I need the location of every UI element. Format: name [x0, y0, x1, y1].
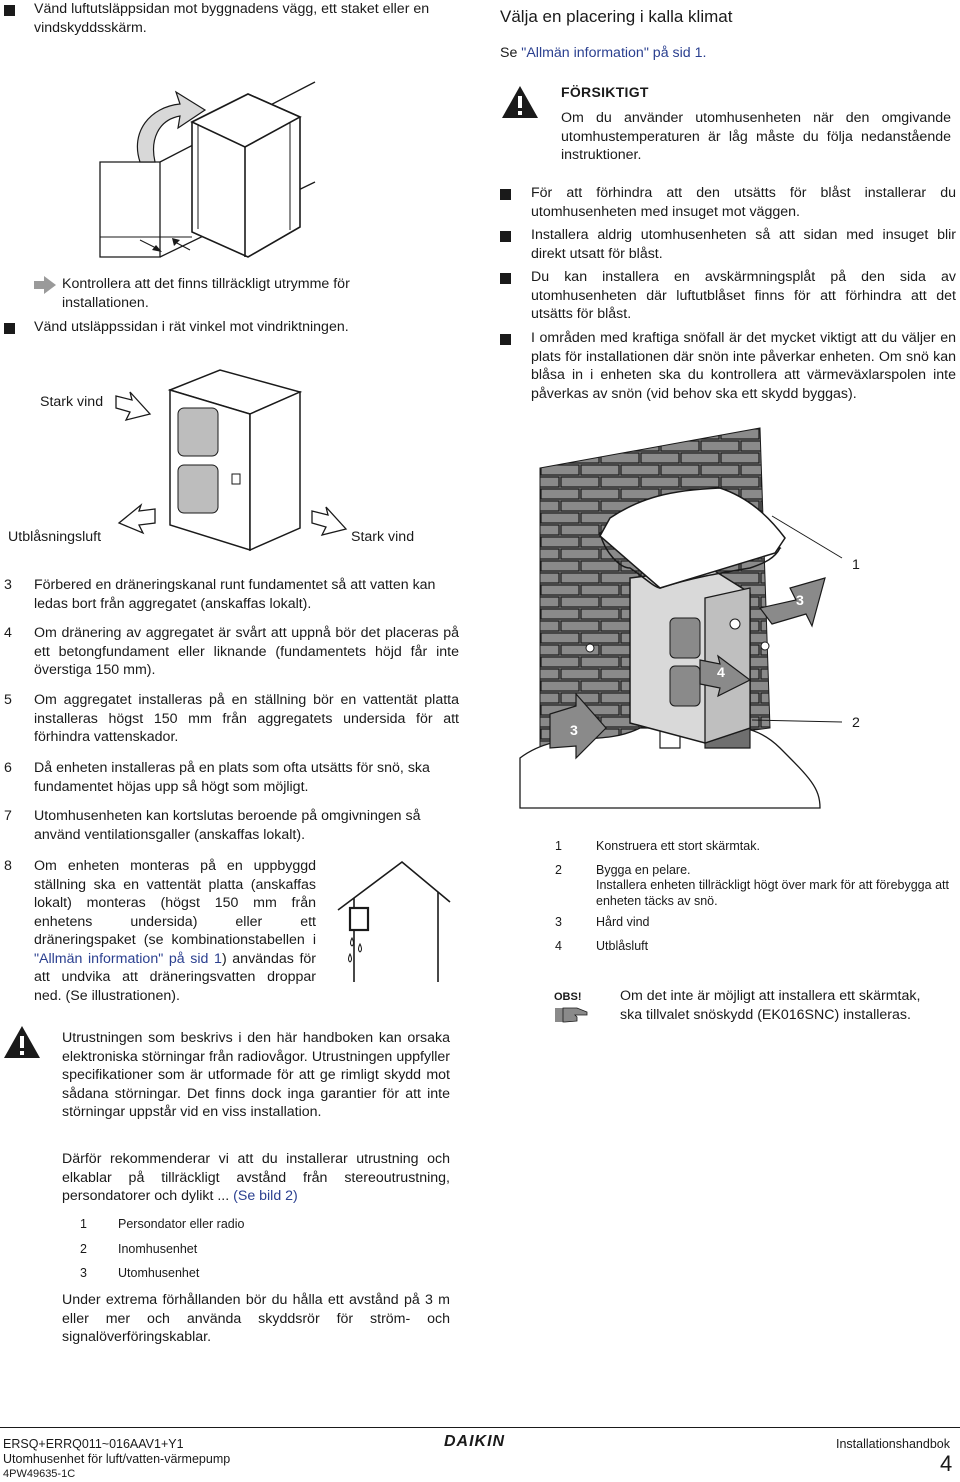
daikin-logo: DAIKIN: [444, 1433, 506, 1450]
bullet-icon: [500, 189, 511, 200]
list-item: Om dränering av aggregatet är svårt att uppnå bör det placeras på ett betongfundament eller liknande (fundamentets höjd får inte överstiga 150 mm).: [34, 625, 459, 678]
legend-number: 4: [555, 939, 562, 953]
legend-number: 3: [555, 915, 562, 929]
list-item: Om aggregatet installeras på en ställning bör en vattentät platta installeras högst 150 mm från aggregatets undersida för att förhindra vattenskador.: [34, 692, 459, 745]
page-number: 4: [940, 1451, 953, 1476]
legend-text: Utblåsluft: [596, 939, 649, 953]
strong-wind-label: Stark vind: [40, 394, 104, 410]
emi-paragraph-text: Därför rekommenderar vi att du installerar utrustning och elkablar på tillräckligt avstånd från stereoutrustning, persondatorer och dylikt ...: [62, 1151, 450, 1204]
bullet-icon: [500, 334, 511, 345]
warning-icon: [500, 84, 540, 120]
wind-arrow-icon: [310, 505, 352, 543]
footer-model: ERSQ+ERRQ011~016AAV1+Y1: [3, 1437, 184, 1451]
bullet-text: I områden med kraftiga snöfall är det mycket viktigt att du väljer en plats för installationen där snön inte påverkar enheten. Om snö kan blåsa in i enheten ska du kontrollera att värmeväxlarspolen inte påverkas av snön (vid behov ska ett skydd byggas).: [531, 330, 956, 402]
list-number: 3: [4, 577, 12, 593]
footer-doc-code: 4PW49635-1C: [3, 1468, 76, 1480]
arrow-item-text: Kontrollera att det finns tillräckligt utrymme för installationen.: [62, 276, 350, 311]
list-item: Förbered en dräneringskanal runt fundamentet så att vatten kan ledas bort från aggregatet (anskaffas lokalt).: [34, 577, 436, 612]
see-prefix: Se: [500, 45, 522, 61]
bullet-icon: [4, 5, 15, 16]
item8-text-end: ) användas för att undvika att dräneringsvatten droppar ned. (Se illustrationen).: [34, 950, 316, 1004]
section-title: Välja en placering i kalla klimat: [500, 7, 733, 26]
see-link[interactable]: "Allmän information" på sid 1.: [521, 45, 707, 61]
legend-text: Konstruera ett stort skärmtak.: [596, 839, 760, 853]
footer-manual: Installationshandbok: [836, 1437, 950, 1451]
see-reference: [500, 44, 940, 63]
list-number: 5: [4, 692, 12, 708]
house-drip-illustration: [330, 862, 460, 992]
bullet-text: Du kan installera en avskärmningsplåt på den sida av utomhusenheten där luftutblåset finns för att förhindra att det utsätts för blåst.: [531, 269, 956, 322]
callout-2: 2: [852, 715, 860, 731]
emi-paragraph: Under extrema förhållanden bör du hålla ett avstånd på 3 m eller mer och använda skyddsrör för ström- och signalöverföringskablar.: [62, 1292, 450, 1345]
emi-list-number: 1: [80, 1217, 87, 1231]
emi-figure-link[interactable]: (Se bild 2): [233, 1188, 298, 1204]
bullet-icon: [4, 323, 15, 334]
list-item: Utomhusenheten kan kortslutas beroende på omgivningen så använd ventilationsgaller (anskaffas lokalt).: [34, 808, 421, 843]
footer-divider: [0, 1427, 960, 1428]
bullet-text: Installera aldrig utomhusenheten så att sidan med insuget blir direkt utsatt för blåst.: [531, 227, 956, 262]
item8-text: Om enheten monteras på en uppbyggd ställning ska en vattentät platta (anskaffas lokalt) monteras (högst 150 mm från enhetens undersida) eller ett dräneringspaket (se kombinationstabellen i: [34, 858, 316, 948]
emi-list-text: Persondator eller radio: [118, 1217, 245, 1231]
callout-3-bottom: 3: [570, 723, 578, 739]
arrow-bullet-icon: [34, 276, 58, 296]
legend-text: Hård vind: [596, 915, 650, 929]
callout-1: 1: [852, 557, 860, 573]
emi-paragraph: [62, 1150, 450, 1206]
list-number: 6: [4, 760, 12, 776]
legend-text: Bygga en pelare.: [596, 863, 691, 877]
list-number: 4: [4, 625, 12, 641]
emi-list-text: Inomhusenhet: [118, 1242, 198, 1256]
wind-arrow-icon: [114, 390, 156, 428]
discharge-arrow-icon: [117, 505, 159, 537]
obs-label: OBS!: [554, 991, 582, 1003]
list-item: [34, 857, 316, 1005]
callout-3-top: 3: [796, 593, 804, 609]
item8-link[interactable]: "Allmän information" på sid 1: [34, 950, 222, 967]
emi-list-number: 3: [80, 1266, 87, 1280]
strong-wind-label: Stark vind: [351, 529, 415, 545]
unit-wall-illustration: [100, 62, 340, 267]
emi-list-text: Utomhusenhet: [118, 1266, 200, 1280]
footer-product: Utomhusenhet för luft/vatten-värmepump: [3, 1452, 231, 1466]
list-item: Då enheten installeras på en plats som ofta utsätts för snö, ska fundamentet höjas upp så högt som möjligt.: [34, 760, 430, 795]
warning-icon: [2, 1024, 42, 1060]
emi-list-number: 2: [80, 1242, 87, 1256]
bullet-text: Vänd utsläppssidan i rät vinkel mot vindriktningen.: [34, 319, 349, 335]
legend-number: 2: [555, 863, 562, 877]
snow-shelter-illustration: [520, 428, 900, 808]
discharge-air-label: Utblåsningsluft: [8, 529, 102, 545]
legend-number: 1: [555, 839, 562, 853]
pointing-hand-icon: [555, 1004, 589, 1026]
legend-text-2: Installera enheten tillräckligt högt över mark för att förebygga att enheten täcks av snö.: [596, 878, 949, 908]
caution-text: Om du använder utomhusenheten när den omgivande utomhustemperaturen är låg måste du följa nedanstående instruktioner.: [561, 110, 951, 163]
bullet-text: Vänd luftutsläppsidan mot byggnadens vägg, ett staket eller en vindskyddsskärm.: [34, 1, 430, 36]
callout-4: 4: [717, 665, 725, 681]
list-number: 8: [4, 858, 12, 874]
outdoor-unit-illustration: [160, 370, 310, 555]
obs-text: Om det inte är möjligt att installera ett skärmtak, ska tillvalet snöskydd (EK016SNC) installeras.: [620, 988, 921, 1023]
bullet-text: För att förhindra att den utsätts för blåst installerar du utomhusenheten med insuget mot väggen.: [531, 185, 956, 220]
emi-paragraph: Utrustningen som beskrivs i den här handboken kan orsaka elektroniska störningar från radiovågor. Utrustningen uppfyller specifikationer som är utformade för att ge rimligt skydd mot sådana störningar. Det finns dock inga garantier för att inte störningar uppstår vid en viss installation.: [62, 1030, 450, 1120]
bullet-icon: [500, 231, 511, 242]
list-number: 7: [4, 808, 12, 824]
bullet-icon: [500, 273, 511, 284]
caution-title: FÖRSIKTIGT: [561, 84, 649, 100]
